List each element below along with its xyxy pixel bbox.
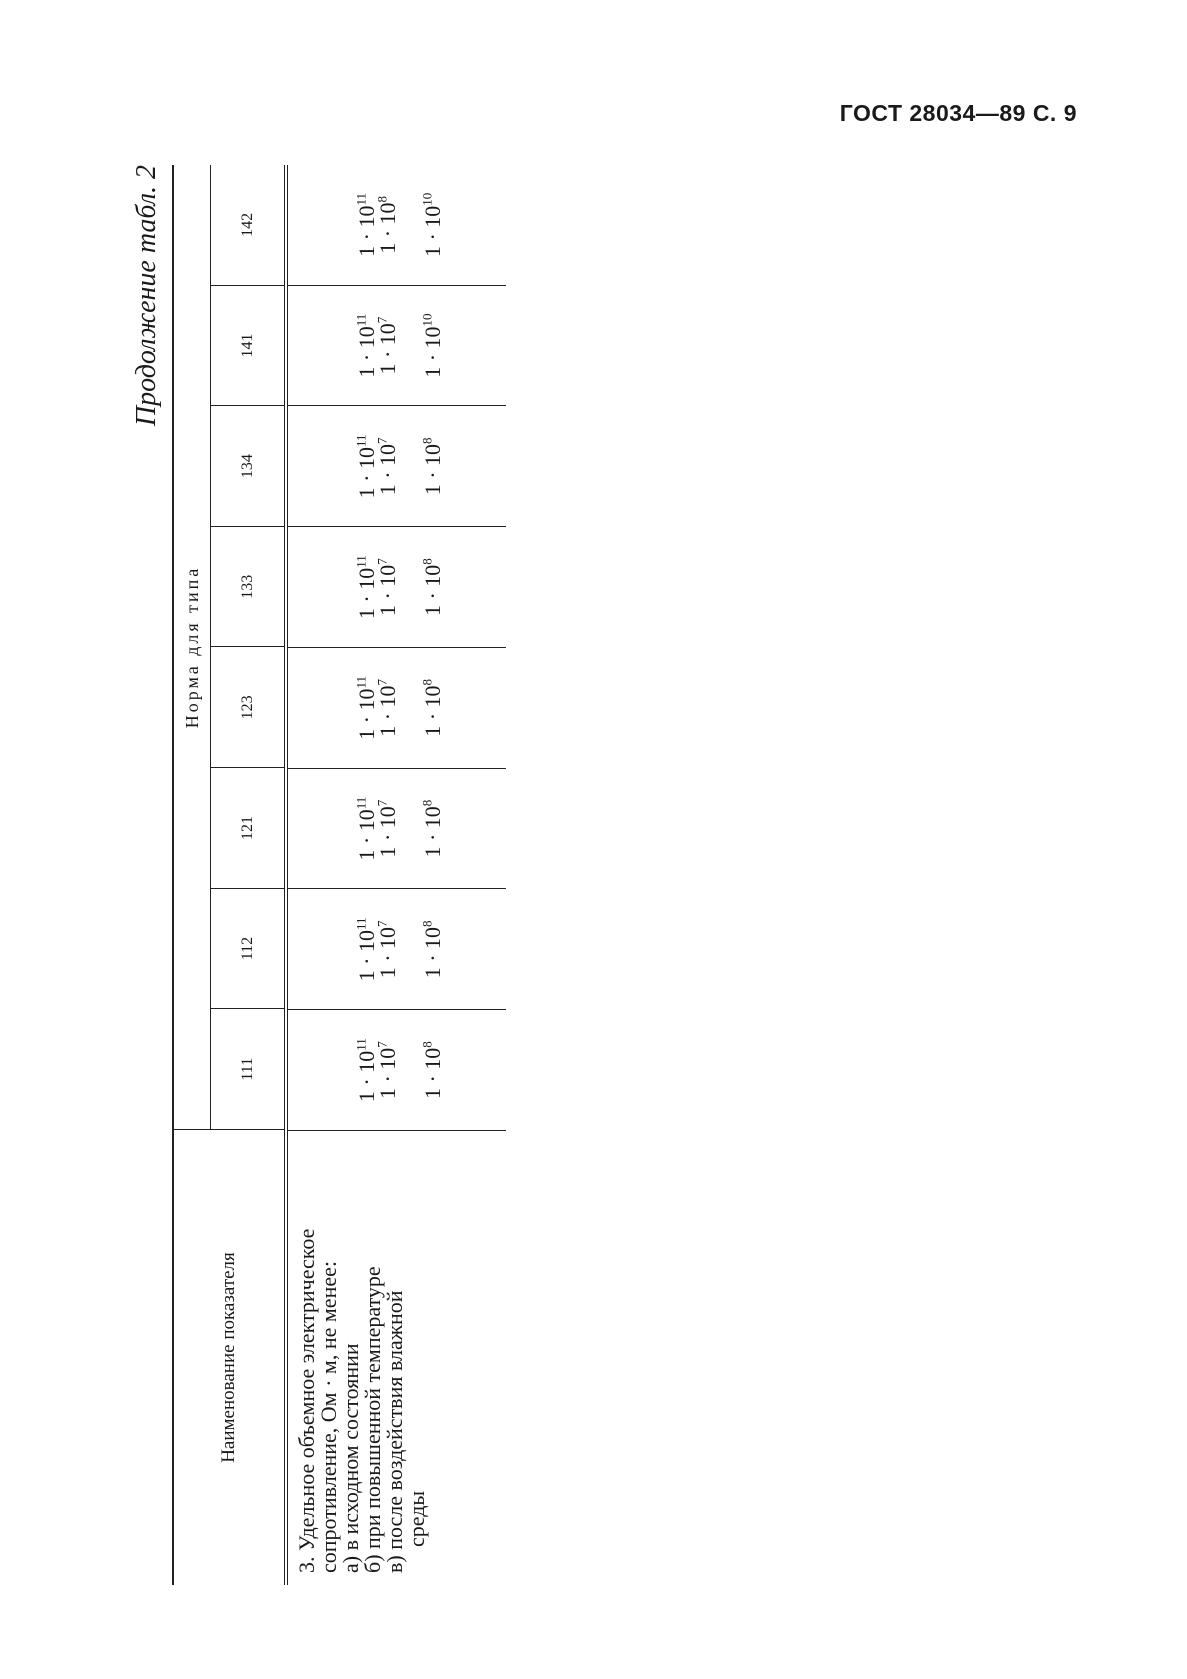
value-b-exp: 7 (374, 799, 390, 807)
indicator-line: б) при повышенной температуре (360, 1266, 385, 1573)
indicator-line: в) после воздействия влажной (382, 1290, 407, 1573)
resistance-table (172, 165, 506, 1585)
value-cell (288, 406, 506, 527)
type-header: 123 (211, 647, 284, 768)
indicator-name-cell (288, 1130, 506, 1585)
value-b-exp: 7 (374, 920, 390, 927)
table-header (174, 165, 288, 1585)
value-cell (288, 1009, 506, 1130)
value-c: 1 · 10 (420, 806, 445, 858)
value-c: 1 · 10 (420, 443, 445, 496)
table-caption: Продолжение табл. 2 (131, 165, 162, 427)
value-cell (288, 768, 506, 889)
value-a: 1 · 10 (354, 809, 379, 861)
value-b: 1 · 10 (375, 926, 400, 979)
indicator-line: среды (404, 1490, 429, 1547)
value-a-exp: 11 (353, 434, 369, 447)
value-c-exp: 10 (419, 313, 435, 327)
value-c: 1 · 10 (420, 1047, 445, 1100)
value-b-exp: 7 (374, 678, 390, 686)
value-a: 1 · 10 (354, 446, 379, 499)
value-b-exp: 7 (374, 437, 390, 444)
value-b: 1 · 10 (375, 1047, 400, 1100)
value-b-exp: 7 (374, 316, 390, 324)
value-cell (288, 285, 506, 406)
value-c-exp: 8 (419, 558, 435, 565)
indicator-line: а) в исходном состоянии (338, 1343, 363, 1573)
value-a: 1 · 10 (354, 205, 379, 257)
value-a: 1 · 10 (354, 1050, 379, 1103)
type-header: 141 (211, 285, 284, 406)
value-c-exp: 8 (419, 1041, 435, 1048)
value-a: 1 · 10 (354, 929, 379, 982)
table-row (288, 165, 506, 1585)
value-a-exp: 11 (353, 675, 369, 689)
type-header: 121 (211, 767, 284, 888)
value-a-exp: 11 (353, 1038, 369, 1051)
column-header-name: Наименование показателя (174, 1129, 284, 1585)
value-c-exp: 8 (419, 678, 435, 686)
value-c: 1 · 10 (420, 685, 445, 737)
value-c: 1 · 10 (420, 205, 445, 258)
type-header: 112 (211, 888, 284, 1009)
value-a-exp: 11 (353, 555, 369, 568)
value-a-exp: 11 (353, 313, 369, 327)
value-c: 1 · 10 (420, 326, 445, 378)
value-c-exp: 10 (419, 192, 435, 206)
value-a: 1 · 10 (354, 326, 379, 378)
type-headers (211, 165, 284, 1129)
indicator-line: 3. Удельное объемное электрическое (294, 1228, 319, 1573)
value-a-exp: 11 (353, 192, 369, 206)
value-c-exp: 8 (419, 920, 435, 927)
value-b-exp: 7 (374, 1041, 390, 1048)
value-cell (288, 526, 506, 647)
value-cell (288, 165, 506, 285)
rotated-table-block (128, 165, 503, 1585)
value-b: 1 · 10 (375, 685, 400, 737)
value-b: 1 · 10 (375, 806, 400, 858)
type-header: 133 (211, 526, 284, 647)
type-header: 111 (211, 1008, 284, 1129)
value-c: 1 · 10 (420, 926, 445, 979)
value-b: 1 · 10 (375, 564, 400, 617)
value-c: 1 · 10 (420, 564, 445, 617)
type-header: 134 (211, 405, 284, 526)
group-header: Норма для типа (174, 165, 211, 1129)
value-c-exp: 8 (419, 437, 435, 444)
indicator-line: сопротивление, Ом · м, не менее: (316, 1261, 341, 1573)
value-b: 1 · 10 (375, 202, 400, 254)
value-a-exp: 11 (353, 917, 369, 930)
value-cell (288, 647, 506, 768)
value-b-exp: 8 (374, 195, 390, 203)
value-a: 1 · 10 (354, 567, 379, 620)
value-cell (288, 889, 506, 1010)
page-header: ГОСТ 28034—89 С. 9 (839, 100, 1077, 126)
type-header-group (174, 165, 284, 1129)
value-b: 1 · 10 (375, 323, 400, 375)
value-c-exp: 8 (419, 799, 435, 807)
value-b: 1 · 10 (375, 443, 400, 496)
value-a-exp: 11 (353, 796, 369, 810)
value-b-exp: 7 (374, 558, 390, 565)
type-header: 142 (238, 212, 256, 237)
value-a: 1 · 10 (354, 688, 379, 740)
